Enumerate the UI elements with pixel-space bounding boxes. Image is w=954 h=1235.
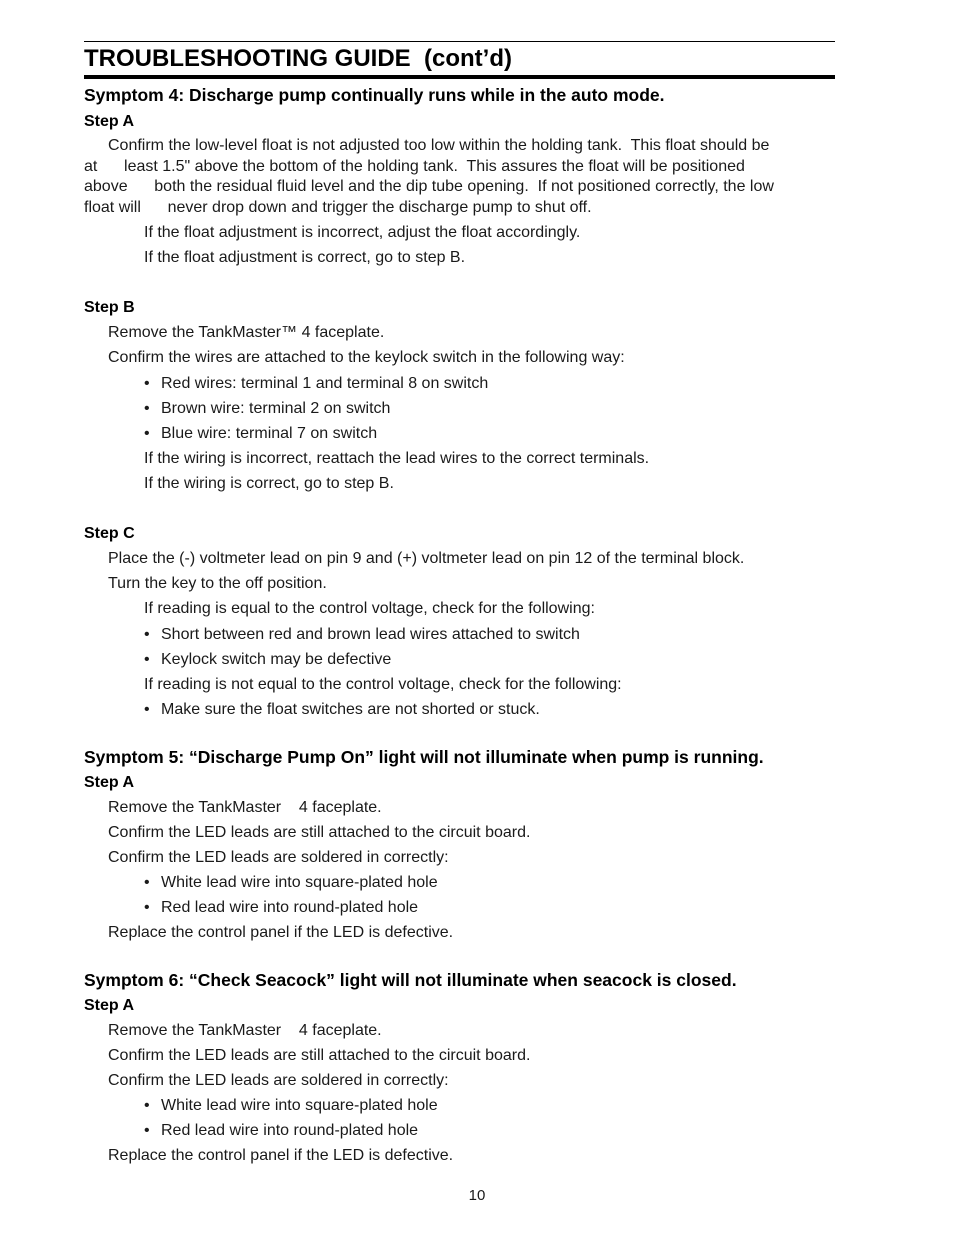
bullet-marker: • — [144, 651, 150, 668]
symptom6-stepA-line3: Confirm the LED leads are soldered in correctly: — [108, 1072, 449, 1089]
symptom4-stepC-line2: Turn the key to the off position. — [108, 575, 327, 592]
bullet-marker: • — [144, 425, 150, 442]
bullet-marker: • — [144, 701, 150, 718]
symptom5-stepA-line1: Remove the TankMaster 4 faceplate. — [108, 799, 382, 816]
header-rule-bottom — [84, 75, 835, 79]
symptom5-stepA-line2: Confirm the LED leads are still attached to the circuit board. — [108, 824, 531, 841]
symptom6-stepA-bullet1: White lead wire into square-plated hole — [161, 1097, 438, 1114]
symptom6-stepA-line2: Confirm the LED leads are still attached to the circuit board. — [108, 1047, 531, 1064]
symptom5-heading: Symptom 5: “Discharge Pump On” light will not illuminate when pump is running. — [84, 747, 764, 767]
symptom4-stepA-label: Step A — [84, 113, 135, 130]
symptom4-heading: Symptom 4: Discharge pump continually runs while in the auto mode. — [84, 85, 665, 105]
bullet-marker: • — [144, 626, 150, 643]
symptom6-stepA-label: Step A — [84, 997, 135, 1014]
symptom5-stepA-final: Replace the control panel if the LED is defective. — [108, 924, 454, 941]
symptom4-stepA-result1: If the float adjustment is incorrect, adjust the float accordingly. — [144, 224, 581, 241]
symptom5-stepA-bullet2: Red lead wire into round-plated hole — [161, 899, 419, 916]
bullet-marker: • — [144, 1097, 150, 1114]
bullet-marker: • — [144, 400, 150, 417]
bullet-marker: • — [144, 1122, 150, 1139]
symptom4-stepC-bullet1-1: Short between red and brown lead wires attached to switch — [161, 626, 580, 643]
symptom5-stepA-bullet1: White lead wire into square-plated hole — [161, 874, 438, 891]
symptom4-stepB-result2: If the wiring is correct, go to step B. — [144, 475, 394, 492]
symptom6-stepA-bullet2: Red lead wire into round-plated hole — [161, 1122, 419, 1139]
symptom6-heading: Symptom 6: “Check Seacock” light will not illuminate when seacock is closed. — [84, 970, 737, 990]
symptom4-stepC-bullet1-2: Keylock switch may be defective — [161, 651, 392, 668]
symptom4-stepA-para-line1: Confirm the low-level float is not adjusted too low within the holding tank. This float should be — [108, 137, 770, 154]
symptom4-stepA-result2: If the float adjustment is correct, go to step B. — [144, 249, 466, 266]
bullet-marker: • — [144, 874, 150, 891]
symptom5-stepA-label: Step A — [84, 774, 135, 791]
header-rule-top — [84, 41, 835, 42]
bullet-marker: • — [144, 899, 150, 916]
symptom4-stepB-result1: If the wiring is incorrect, reattach the lead wires to the correct terminals. — [144, 450, 650, 467]
symptom4-stepA-para-line3: above both the residual fluid level and the dip tube opening. If not positioned correctly, the low — [84, 178, 774, 195]
symptom4-stepC-result2: If reading is not equal to the control voltage, check for the following: — [144, 676, 622, 693]
symptom4-stepA-para-line2: at least 1.5" above the bottom of the holding tank. This assures the float will be positioned — [84, 158, 745, 175]
page-number: 10 — [468, 1187, 486, 1204]
symptom4-stepB-bullet2: Brown wire: terminal 2 on switch — [161, 400, 391, 417]
symptom4-stepC-bullet2-1: Make sure the float switches are not shorted or stuck. — [161, 701, 540, 718]
page-title: TROUBLESHOOTING GUIDE (cont’d) — [84, 45, 512, 72]
symptom6-stepA-line1: Remove the TankMaster 4 faceplate. — [108, 1022, 382, 1039]
symptom4-stepB-bullet1: Red wires: terminal 1 and terminal 8 on switch — [161, 375, 489, 392]
symptom4-stepB-line1: Remove the TankMaster™ 4 faceplate. — [108, 324, 385, 341]
symptom4-stepB-line2: Confirm the wires are attached to the keylock switch in the following way: — [108, 349, 625, 366]
symptom4-stepB-label: Step B — [84, 299, 135, 316]
symptom4-stepC-label: Step C — [84, 525, 135, 542]
bullet-marker: • — [144, 375, 150, 392]
symptom4-stepC-result1: If reading is equal to the control voltage, check for the following: — [144, 600, 595, 617]
symptom4-stepC-line1: Place the (-) voltmeter lead on pin 9 and (+) voltmeter lead on pin 12 of the terminal block. — [108, 550, 745, 567]
symptom4-stepA-para-line4: float will never drop down and trigger the discharge pump to shut off. — [84, 199, 592, 216]
symptom4-stepB-bullet3: Blue wire: terminal 7 on switch — [161, 425, 378, 442]
symptom5-stepA-line3: Confirm the LED leads are soldered in correctly: — [108, 849, 449, 866]
symptom6-stepA-final: Replace the control panel if the LED is defective. — [108, 1147, 454, 1164]
